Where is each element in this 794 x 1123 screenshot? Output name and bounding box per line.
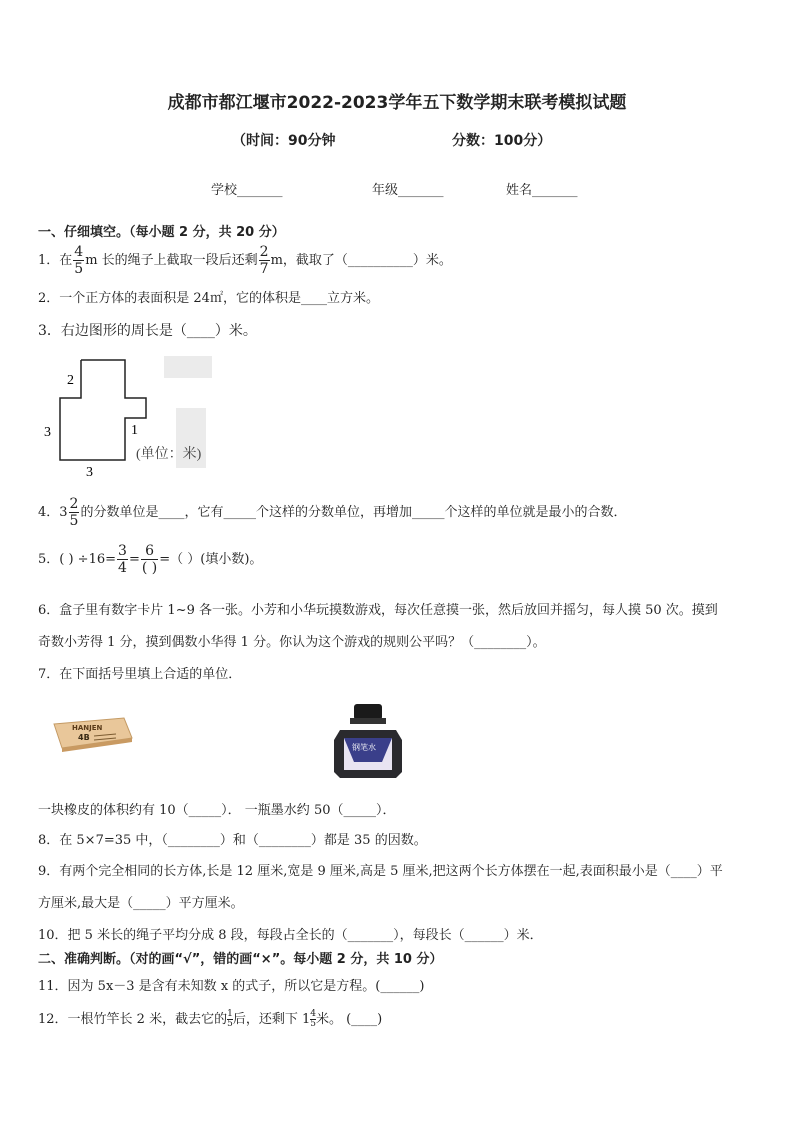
section2-title: 二、准确判断。（对的画“√”，错的画“×”。每小题 2 分，共 10 分） (38, 952, 443, 967)
eraser-image (46, 712, 136, 754)
question-4 (38, 496, 626, 529)
total-score: 分数：100分） (452, 133, 552, 149)
name-field[interactable]: 姓名_______ (506, 183, 578, 198)
q1-pre: 1．在 (38, 253, 73, 268)
question-5 (38, 543, 262, 576)
label-right: 1 (131, 423, 138, 438)
page-title: 成都市都江堰市2022-2023学年五下数学期末联考模拟试题 (167, 93, 627, 113)
perimeter-figure (36, 348, 226, 480)
ink-label: 钢笔水 (352, 743, 376, 752)
q5-post: =（ ）(填小数)。 (159, 552, 263, 567)
q1-fraction-2: $\frac{2}{7}$ (259, 244, 269, 277)
q5-pre: 5．( ) ÷16= (38, 552, 117, 567)
school-field[interactable]: 学校_______ (211, 183, 283, 198)
question-11: 11．因为 5x－3 是含有未知数 x 的式子，所以它是方程。(______) (38, 979, 425, 994)
q1-fraction-1: $\frac{4}{5}$ (74, 244, 84, 277)
question-3: 3．右边图形的周长是（____）米。 (38, 323, 257, 339)
q1-post: m，截取了（__________）米。 (270, 253, 452, 268)
q5-equals: = (128, 552, 140, 567)
question-8: 8．在 5×7=35 中，（________）和（________）都是 35 的因数。 (38, 833, 427, 848)
q12-pre: 12．一根竹竿长 2 米，截去它的 (38, 1012, 228, 1027)
question-10: 10．把 5 米长的绳子平均分成 8 段，每段占全长的（_______），每段长（______）米． (38, 928, 543, 943)
question-7: 7．在下面括号里填上合适的单位． (38, 667, 242, 682)
question-7-line: 一块橡皮的体积约有 10（_____）． 一瓶墨水约 50（_____）． (38, 803, 396, 818)
question-6-line2: 奇数小芳得 1 分，摸到偶数小华得 1 分。你认为这个游戏的规则公平吗？（________）。 (38, 635, 546, 650)
q4-post: 的分数单位是____，它有_____个这样的分数单位，再增加_____个这样的单位就是最小的合数． (80, 505, 627, 520)
label-left: 3 (44, 425, 51, 440)
q12-fraction-2: $\frac{4}{5}$ (310, 1009, 316, 1029)
unit-label: (单位：米) (136, 447, 202, 462)
section1-title: 一、仔细填空。（每小题 2 分，共 20 分） (38, 225, 285, 240)
q12-fraction-1: $\frac{1}{5}$ (227, 1009, 233, 1029)
q1-mid: m 长的绳子上截取一段后还剩 (85, 253, 258, 268)
question-2: 2．一个正方体的表面积是 24㎡，它的体积是____立方米。 (38, 291, 379, 306)
label-bottom: 3 (86, 465, 93, 480)
q12-mid: 后，还剩下 1 (232, 1012, 311, 1027)
question-9-line1: 9．有两个完全相同的长方体,长是 12 厘米,宽是 9 厘米,高是 5 厘米,把这两个长方体摆在一起,表面积最小是（____）平 (38, 864, 723, 879)
q4-fraction: $\frac{2}{5}$ (69, 496, 79, 529)
q5-fraction-1: $\frac{3}{4}$ (118, 543, 127, 576)
question-12 (38, 1010, 382, 1029)
ink-bottle-image (330, 700, 406, 780)
eraser-brand: HANJEN (72, 724, 103, 732)
grade-field[interactable]: 年级_______ (372, 183, 444, 198)
label-top: 2 (67, 373, 74, 388)
eraser-grade: 4B (78, 733, 90, 742)
q12-post: 米。 (____) (315, 1012, 383, 1027)
question-1 (38, 244, 452, 277)
q5-fraction-2: $\frac{6}{( )}$ (141, 543, 158, 576)
question-9-line2: 方厘米,最大是（_____）平方厘米。 (38, 896, 244, 911)
question-6-line1: 6．盒子里有数字卡片 1~9 各一张。小芳和小华玩摸数游戏，每次任意摸一张，然后放回并摇匀，每人摸 50 次。摸到 (38, 603, 718, 618)
time-limit: （时间：90分钟 (232, 133, 336, 149)
q4-pre: 4．3 (38, 505, 68, 520)
